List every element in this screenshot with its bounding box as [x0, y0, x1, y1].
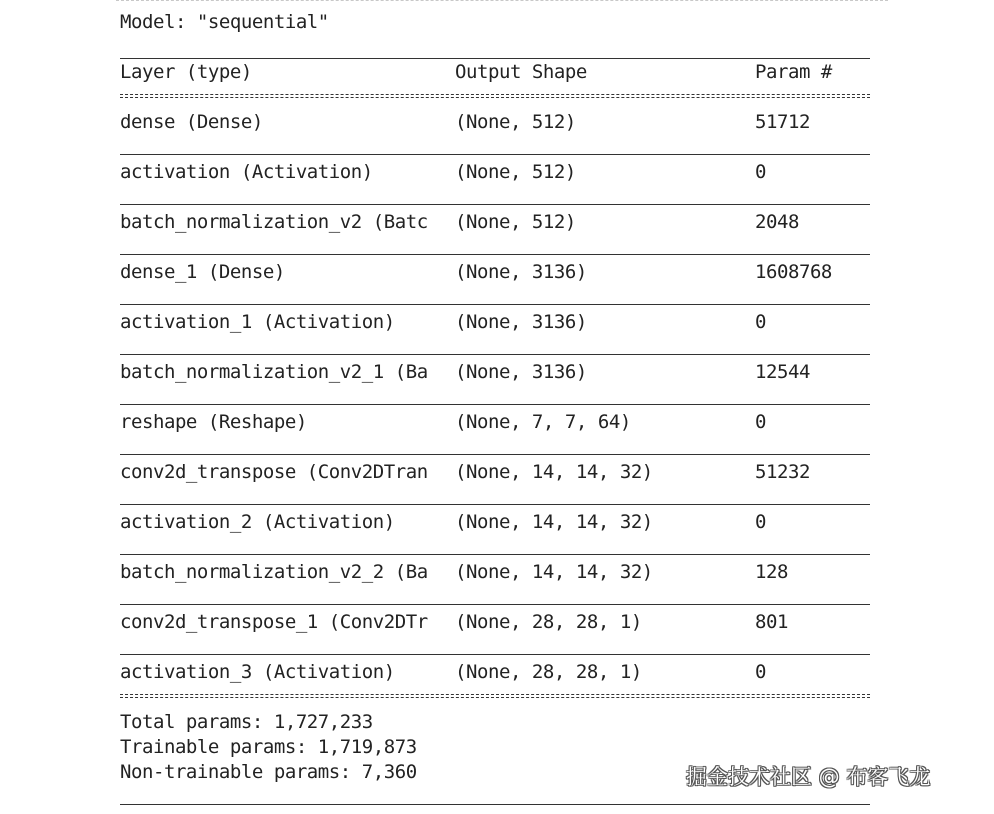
param-count-cell: 1608768	[755, 261, 832, 283]
total-params: Total params: 1,727,233	[120, 711, 373, 733]
layer-name-cell: reshape (Reshape)	[120, 411, 307, 433]
table-row	[0, 260, 994, 285]
param-count-cell: 51232	[755, 461, 810, 483]
table-row	[0, 460, 994, 485]
trainable-params: Trainable params: 1,719,873	[120, 736, 417, 758]
row-separator	[120, 504, 870, 505]
table-row	[0, 560, 994, 585]
table-row	[0, 110, 994, 135]
layer-name-cell: batch_normalization_v2_1 (Ba	[120, 361, 428, 383]
row-separator	[120, 654, 870, 655]
row-separator	[120, 554, 870, 555]
row-separator	[120, 254, 870, 255]
layer-name-cell: dense_1 (Dense)	[120, 261, 285, 283]
table-row	[0, 160, 994, 185]
param-count-cell: 0	[755, 511, 766, 533]
header-output-shape: Output Shape	[455, 61, 587, 83]
layer-name-cell: activation (Activation)	[120, 161, 373, 183]
top-dashed-rule	[116, 0, 888, 1]
header-param-count: Param #	[755, 61, 832, 83]
param-count-cell: 0	[755, 411, 766, 433]
separator-top	[120, 58, 870, 59]
watermark-text: 掘金技术社区 @ 布客飞龙	[686, 765, 931, 789]
row-separator	[120, 404, 870, 405]
table-row	[0, 510, 994, 535]
row-separator	[120, 204, 870, 205]
output-shape-cell: (None, 512)	[455, 161, 576, 183]
layer-name-cell: activation_1 (Activation)	[120, 311, 395, 333]
table-row	[0, 610, 994, 635]
param-count-cell: 0	[755, 661, 766, 683]
output-shape-cell: (None, 512)	[455, 111, 576, 133]
layer-name-cell: conv2d_transpose_1 (Conv2DTr	[120, 611, 428, 633]
output-shape-cell: (None, 14, 14, 32)	[455, 511, 653, 533]
output-shape-cell: (None, 3136)	[455, 311, 587, 333]
table-row	[0, 210, 994, 235]
param-count-cell: 2048	[755, 211, 799, 233]
output-shape-cell: (None, 14, 14, 32)	[455, 561, 653, 583]
output-shape-cell: (None, 28, 28, 1)	[455, 611, 642, 633]
param-count-cell: 0	[755, 311, 766, 333]
param-count-cell: 128	[755, 561, 788, 583]
separator-bottom	[120, 804, 870, 805]
param-count-cell: 0	[755, 161, 766, 183]
layer-name-cell: batch_normalization_v2 (Batc	[120, 211, 428, 233]
param-count-cell: 801	[755, 611, 788, 633]
output-shape-cell: (None, 14, 14, 32)	[455, 461, 653, 483]
output-shape-cell: (None, 512)	[455, 211, 576, 233]
output-shape-cell: (None, 28, 28, 1)	[455, 661, 642, 683]
layer-name-cell: dense (Dense)	[120, 111, 263, 133]
row-separator	[120, 304, 870, 305]
row-separator	[120, 354, 870, 355]
layer-name-cell: conv2d_transpose (Conv2DTran	[120, 461, 428, 483]
non-trainable-params: Non-trainable params: 7,360	[120, 761, 417, 783]
table-row	[0, 660, 994, 685]
row-separator	[120, 604, 870, 605]
layer-name-cell: batch_normalization_v2_2 (Ba	[120, 561, 428, 583]
layer-name-cell: activation_2 (Activation)	[120, 511, 395, 533]
row-separator	[120, 154, 870, 155]
row-separator	[120, 454, 870, 455]
output-shape-cell: (None, 3136)	[455, 361, 587, 383]
param-count-cell: 51712	[755, 111, 810, 133]
output-shape-cell: (None, 3136)	[455, 261, 587, 283]
header-double-rule	[120, 94, 870, 98]
param-count-cell: 12544	[755, 361, 810, 383]
table-row	[0, 310, 994, 335]
table-header	[0, 60, 994, 85]
header-layer-type: Layer (type)	[120, 61, 252, 83]
layer-name-cell: activation_3 (Activation)	[120, 661, 395, 683]
footer-double-rule	[120, 694, 870, 698]
model-title: Model: "sequential"	[120, 11, 329, 33]
table-row	[0, 360, 994, 385]
table-row	[0, 410, 994, 435]
output-shape-cell: (None, 7, 7, 64)	[455, 411, 631, 433]
